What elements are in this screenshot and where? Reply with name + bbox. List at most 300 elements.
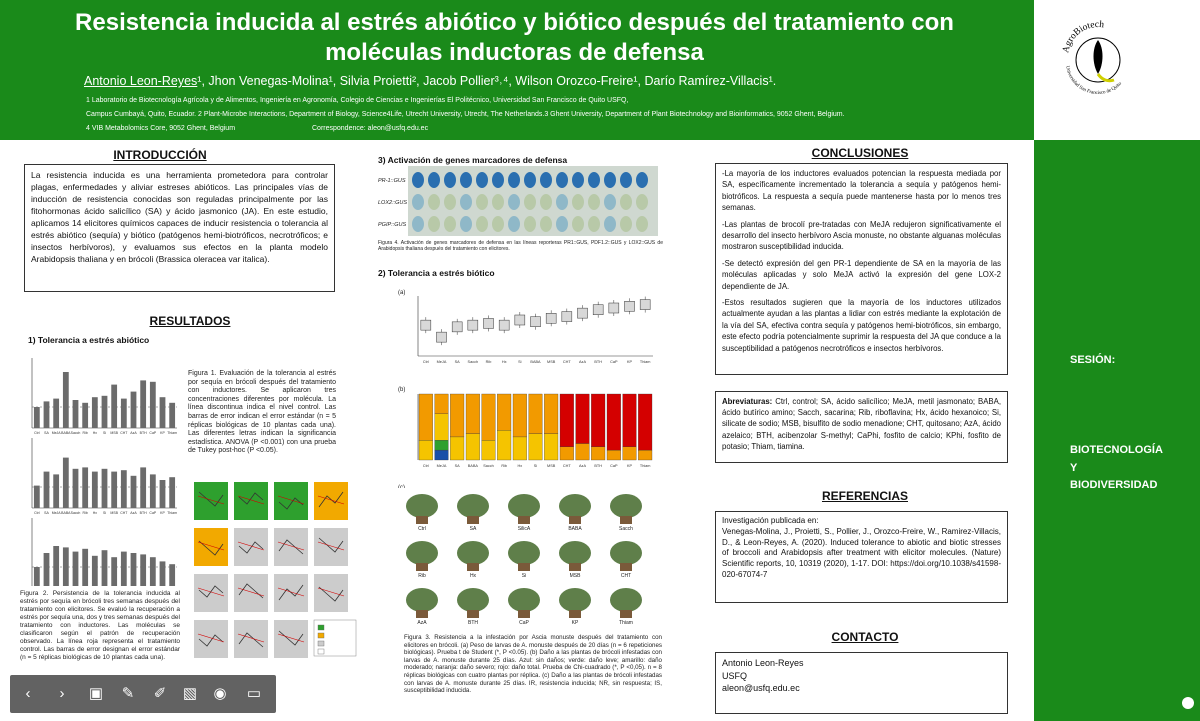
- fig2-legend-swatch: [318, 641, 324, 646]
- fig1-bar: [63, 458, 69, 508]
- gus-leaf: [620, 216, 632, 232]
- gus-leaf: [604, 194, 616, 210]
- gus-leaf: [524, 216, 536, 232]
- logo-text-bottom: Universidad San Francisco de Quito: [1064, 65, 1124, 97]
- fig1-tick-label: AzA: [130, 431, 137, 435]
- box-tick-label: Ctrl: [422, 360, 429, 364]
- stack-tick-label: Sacch: [483, 464, 494, 468]
- plant-pot: [620, 516, 632, 524]
- fig1-tick-label: MSB: [110, 431, 118, 435]
- plant-label: BTH: [468, 620, 478, 626]
- fig1-tick-label: Si: [102, 511, 107, 515]
- conclusions-title: CONCLUSIONES: [811, 146, 909, 160]
- first-author[interactable]: Antonio Leon-Reyes: [84, 74, 198, 88]
- plant-foliage: [457, 494, 489, 518]
- results-sub1: 1) Tolerancia a estrés abiótico: [28, 335, 150, 345]
- fig1-tick-label: Thiam: [167, 511, 178, 515]
- gus-leaf: [492, 172, 504, 188]
- reference-intro: Investigación publicada en:: [722, 516, 819, 525]
- gus-leaf: [604, 216, 616, 232]
- fig1-bar: [73, 400, 79, 428]
- fig1-bar: [63, 372, 69, 428]
- fig2-legend-swatch: [318, 649, 324, 654]
- gus-leaf: [508, 216, 520, 232]
- fig1-tick-label: Rib: [82, 511, 88, 515]
- fig-gus-caption: Figura 4. Activación de genes marcadores de defensa en las líneas reporteras PR1::GUS, PDF1.2::GUS y LOX2::GUS de Arabidopsis thaliana después del tratamiento con elicitores.: [378, 240, 663, 252]
- stack-segment: [450, 437, 464, 460]
- fig1-bar: [169, 564, 175, 586]
- plant-label: CHT: [620, 573, 632, 579]
- box-tick-label: CaP: [610, 360, 618, 364]
- stack-tick-label: Hx: [517, 464, 523, 468]
- fig1-bar: [150, 474, 156, 508]
- stack-tick-label: Ctrl: [422, 464, 429, 468]
- box-body: [437, 332, 447, 342]
- fig1-bar: [34, 486, 40, 508]
- presentation-toolbar: [10, 675, 276, 713]
- plant-pot: [416, 610, 428, 618]
- plant-label: SilicA: [517, 526, 531, 532]
- plant-foliage: [508, 494, 540, 518]
- stack-tick-label: MeJA: [436, 464, 447, 468]
- stack-segment: [607, 394, 621, 450]
- stack-segment: [576, 394, 590, 444]
- stack-segment: [591, 394, 605, 447]
- fig3-caption: Figura 3. Resistencia a la infestación por Ascia monuste después del tratamiento con elicitores en brócoli. (a) Peso de larvas de A. monuste después de 20 días (n = 6 repeticiones biológicas). Prueba t de Student (*, P <0.05). (b) Daño a las plantas de brócoli infestadas con larvas de A. monuste durante 25 días. Azul: sin daños; verde: daño leve; amarillo: daño moderado; naranja: daño severo; rojo: daño total. Prueba de Chi-cuadrado (*, P <0,05). n = 8 réplicas biológicas con cuatro plantas por réplica. (c) Daño a las plantas de brócoli infestadas con larvas de A. monuste durante 25 días. IR, resistencia inducida; NR, sin respuesta; IS, susceptibilidad inducida.: [404, 634, 662, 695]
- highlighter-icon[interactable]: ✐: [153, 685, 167, 702]
- plant-foliage: [508, 541, 540, 565]
- box-tick-label: Si: [518, 360, 522, 364]
- fig2-tile-grid: [190, 478, 360, 668]
- gus-leaf: [444, 172, 456, 188]
- fig1-bar: [131, 392, 137, 428]
- gus-leaf: [508, 172, 520, 188]
- fig2-tile: [194, 482, 228, 520]
- box-body: [546, 313, 556, 323]
- fig1-tick-label: BABA: [61, 431, 71, 435]
- plant-label: BABA: [568, 526, 582, 532]
- fig1-bar: [82, 549, 88, 586]
- gus-leaf: [444, 194, 456, 210]
- stack-segment: [497, 430, 511, 460]
- gus-leaf: [524, 172, 536, 188]
- conclusion-3: -Se detectó expresión del gen PR-1 dependiente de SA en la mayoría de las moléculas aplicadas y solo MeJA activó la expresión del gene LOX-2 dependiente de JA.: [722, 258, 1001, 291]
- contact-email[interactable]: aleon@usfq.edu.ec: [722, 683, 800, 693]
- plant-foliage: [610, 494, 642, 518]
- fig2-tile: [314, 482, 348, 520]
- fig1-tick-label: Ctrl: [34, 511, 40, 515]
- stack-segment: [560, 447, 574, 460]
- gus-leaf-panel: [378, 166, 663, 238]
- plant-pot: [620, 610, 632, 618]
- fig1-tick-label: Si: [102, 431, 107, 435]
- plant-foliage: [406, 494, 438, 518]
- plant-pot: [467, 563, 479, 571]
- present-icon[interactable]: ▭: [246, 685, 262, 702]
- stack-segment: [513, 394, 527, 437]
- intro-title: INTRODUCCIÓN: [113, 148, 207, 162]
- stack-segment: [638, 394, 652, 450]
- gus-leaf: [620, 172, 632, 188]
- box-tick-label: Sacch: [467, 360, 479, 364]
- stack-segment: [529, 434, 543, 460]
- other-authors: ¹, Jhon Venegas-Molina¹, Silvia Proietti², Jacob Pollier³˒⁴, Wilson Orozco-Freire¹, Darío Ramírez-Villacis¹.: [197, 74, 777, 88]
- box-tick-label: Rib: [485, 360, 492, 364]
- box-body: [421, 320, 431, 330]
- plant-pot: [620, 563, 632, 571]
- fig1-bar: [121, 399, 127, 428]
- stack-segment: [435, 450, 449, 460]
- contact-org: USFQ: [722, 670, 748, 681]
- stack-segment: [529, 394, 543, 434]
- contact-box: [715, 652, 1008, 714]
- whiteboard-icon[interactable]: ▧: [182, 685, 198, 702]
- fig1-bar: [121, 470, 127, 508]
- plant-foliage: [610, 541, 642, 565]
- fig1-tick-label: CaP: [149, 511, 157, 515]
- plant-foliage: [406, 541, 438, 565]
- fig1-tick-label: SA: [44, 511, 49, 515]
- gus-leaf: [556, 194, 568, 210]
- box-tick-label: Hx: [501, 360, 507, 364]
- plant-label: Ctrl: [418, 526, 426, 532]
- fig1-tick-label: CHT: [120, 511, 128, 515]
- fig1-bar: [111, 385, 117, 428]
- box-tick-label: BTH: [594, 360, 602, 364]
- fig2-tile: [194, 528, 228, 566]
- fig1-tick-label: Hx: [92, 511, 97, 515]
- box-body: [499, 320, 509, 330]
- gus-leaf: [428, 172, 440, 188]
- session-sidebar: [1034, 140, 1200, 721]
- stack-tick-label: Thiam: [639, 464, 651, 468]
- plant-foliage: [406, 588, 438, 612]
- broadcast-icon[interactable]: ◉: [213, 685, 227, 702]
- fig2-legend-swatch: [318, 633, 324, 638]
- gus-leaf: [540, 216, 552, 232]
- plant-label: SA: [469, 526, 477, 532]
- fig1-bar: [102, 396, 108, 428]
- fig1-bar: [131, 476, 137, 508]
- plant-label: Rib: [418, 573, 426, 579]
- box-body: [578, 308, 588, 318]
- fig2-tile: [274, 482, 308, 520]
- fig1-tick-label: Hx: [92, 431, 97, 435]
- next-icon[interactable]: ›: [59, 685, 65, 702]
- box-tick-label: CHT: [562, 360, 571, 364]
- box-body: [593, 305, 603, 315]
- title-line-2: moléculas inductoras de defensa: [325, 39, 704, 66]
- gus-gene-label: PR-1::GUS: [378, 178, 406, 184]
- gus-leaf: [540, 194, 552, 210]
- fig1-tick-label: Thiam: [167, 431, 178, 435]
- plant-pot: [416, 516, 428, 524]
- gus-leaf: [428, 194, 440, 210]
- fig1-bar: [63, 547, 69, 586]
- stack-segment: [576, 444, 590, 461]
- fig1-tick-label: MeJA: [51, 431, 61, 435]
- fig1-tick-label: MeJA: [51, 511, 61, 515]
- box-body: [640, 300, 650, 310]
- fig1-tick-label: BTH: [139, 431, 147, 435]
- stack-segment: [497, 394, 511, 430]
- stack-tick-label: Rib: [501, 464, 508, 468]
- affiliation-2: Campus Cumbayá, Quito, Ecuador. 2 Plant-Microbe Interactions, Department of Biology, Science4Life, Utrecht University, Utrecht, The Netherlands.3 Ghent University, Department of Plant Biotechnology and Bioinformatics, 9052 Ghent, Belgium.: [86, 111, 845, 118]
- gus-leaf: [620, 194, 632, 210]
- fig1-tick-label: Ctrl: [34, 431, 40, 435]
- gus-leaf: [636, 194, 648, 210]
- fig1-bar: [82, 467, 88, 508]
- gus-leaf: [412, 194, 424, 210]
- box-body: [484, 318, 494, 328]
- correspondence: Correspondence: aleon@usfq.edu.ec: [312, 125, 429, 132]
- plant-foliage: [457, 588, 489, 612]
- box-body: [625, 301, 635, 311]
- damage-stacked-bars: [378, 390, 663, 476]
- stack-segment: [607, 450, 621, 460]
- gus-leaf: [492, 216, 504, 232]
- gus-leaf: [412, 172, 424, 188]
- fig1-bar: [34, 407, 40, 428]
- gus-leaf: [460, 216, 472, 232]
- fig1-tick-label: Sacch: [70, 431, 81, 435]
- fig1-bar: [53, 399, 59, 428]
- gus-leaf: [572, 216, 584, 232]
- header-banner: [0, 0, 1034, 140]
- conclusion-1: -La mayoría de los inductores evaluados potencian la respuesta mediada por SA, específicamente incrementado la tolerancia a sequía y patógenos hemi-biotróficos. La respuesta a sequía puede mantenerse hasta por lo menos tres semanas.: [722, 169, 1001, 213]
- plant-label: CaP: [519, 620, 529, 626]
- box-body: [609, 303, 619, 313]
- fig1-bar: [160, 397, 166, 428]
- gus-gene-label: LOX2::GUS: [378, 200, 408, 206]
- fig1-tick-label: Sacch: [70, 511, 81, 515]
- stack-segment: [623, 447, 637, 460]
- plant-foliage: [559, 541, 591, 565]
- conclusions-box: [715, 163, 1008, 375]
- intro-text: La resistencia inducida es una herramienta prometedora para controlar plagas, enfermedades y aliviar estreses abióticos. Las principales vías de inducción de resistencia conocidas son reguladas principalmente por las fitohormonas ácido salicílico (SA) y ácido jasmonico (JA). En este estudio, aplicamos 14 elicitores químicos capaces de inducir resistencia o tolerancia al estrés abiótico (sequía) y biótico (patógenos hemi-biotróficos, necrotróficos; e insectos herbívoros), y evaluamos sus efectos en la planta modelo Arabidopsis thaliana y en brócoli (Brassica oleracea var italica).: [31, 170, 328, 264]
- logo-text-top: AgroBiotech: [1061, 19, 1105, 54]
- fig1-bar: [92, 397, 98, 428]
- abbreviations-text: Ctrl, control; SA, ácido salicílico; MeJA, metil jasmonato; BABA, ácido butírico amino; Sacch, sacarina; Rib, riboflavina; Hx, ácido hexanoico; Si, silicate de sodio; MSB, bisulfito de sodio menadione; CHT, quitosano; AzA, ácido azelaico; BTH, acibenzolar S-methyl; CaPhi, fosfito de calcio; KPhi, fosfito de potasio; Thiam, tiamina.: [722, 397, 1001, 451]
- fig1-bar: [169, 477, 175, 508]
- fig1-bar: [92, 556, 98, 586]
- box-body: [515, 315, 525, 325]
- stack-segment: [591, 447, 605, 460]
- gus-leaf: [604, 172, 616, 188]
- stack-segment: [623, 394, 637, 447]
- stack-tick-label: KP: [626, 464, 633, 468]
- box-tick-label: MSB: [547, 360, 556, 364]
- fig2-legend-swatch: [318, 625, 324, 630]
- plant-pot: [569, 610, 581, 618]
- fig1-bar: [53, 546, 59, 586]
- fig1-tick-label: BTH: [139, 511, 147, 515]
- pen-icon[interactable]: ✎: [121, 685, 135, 702]
- plant-label: MSB: [569, 573, 581, 579]
- poster-title: [22, 8, 1007, 68]
- gus-leaf: [444, 216, 456, 232]
- plant-label: Sacch: [619, 526, 633, 532]
- reference-citation: Venegas-Molina, J., Proietti, S., Pollier, J., Orozco-Freire, W., Ramirez-Villacis, D., & Leon-Reyes, A. (2020). Induced tolerance to abiotic and biotic stresses of broccoli and Arabidopsis after treatment with elicitor molecules. (Nature) Scientific reports, 10, 10319 (2020), 1-17. DOI: https://doi.org/10.1038/s41598-020-67074-7: [722, 526, 1001, 579]
- gus-leaf: [636, 172, 648, 188]
- results-sub3: 3) Activación de genes marcadores de defensa: [378, 155, 568, 165]
- fig1-caption: Figura 1. Evaluación de la tolerancia al estrés por sequía en brócoli después del tratamiento con inductores. Se aplicaron tres concentraciones diferentes por molécula. La línea discontinua indica el nivel control. Las barras de error indican el error estándar (n = 5 réplicas biológicas de 10 plantas cada una). Las diferentes letras indican la significancia estadística. ANOVA (P <0.001) con una prueba de Tukey post-hoc (P <0.05).: [188, 370, 336, 455]
- plant-label: KP: [571, 620, 579, 626]
- fig1-bar: [73, 552, 79, 586]
- fig1-tick-label: SA: [44, 431, 49, 435]
- fig1-tick-label: Rib: [82, 431, 88, 435]
- abbreviations-label: Abreviaturas:: [722, 397, 773, 406]
- plant-label: AzA: [417, 620, 427, 626]
- plant-pot: [416, 563, 428, 571]
- plant-label: Hx: [469, 573, 477, 579]
- affiliation-1: 1 Laboratorio de Biotecnología Agrícola y de Alimentos, Ingeniería en Agronomía, Colegio de Ciencias e Ingenierías El Politécnico, Universidad San Francisco de Quito USFQ,: [86, 97, 629, 104]
- fig1-bar: [44, 401, 50, 428]
- stack-segment: [466, 394, 480, 434]
- stack-tick-label: MSB: [547, 464, 556, 468]
- fig1-tick-label: CHT: [120, 431, 128, 435]
- authors: [84, 74, 776, 88]
- plant-pot: [518, 610, 530, 618]
- plant-foliage: [559, 494, 591, 518]
- fig1-bar: [131, 553, 137, 586]
- gus-leaf: [572, 194, 584, 210]
- gus-leaf: [460, 194, 472, 210]
- box-body: [452, 322, 462, 332]
- leaf-icon: [1094, 40, 1103, 74]
- pages-icon[interactable]: ▣: [88, 685, 104, 702]
- session-value-1: BIOTECNOLOGÍA: [1070, 444, 1163, 456]
- stack-segment: [544, 394, 558, 434]
- box-body: [468, 320, 478, 330]
- box-tick-label: Thiam: [639, 360, 651, 364]
- stack-tick-label: AzA: [579, 464, 586, 468]
- stack-segment: [560, 394, 574, 447]
- fig2-tile: [234, 482, 268, 520]
- fig1-bar-charts: [20, 348, 185, 586]
- stack-tick-label: Si: [533, 464, 538, 468]
- results-title: RESULTADOS: [149, 314, 231, 328]
- fig1-tick-label: CaP: [149, 431, 157, 435]
- fig1-bar: [160, 561, 166, 586]
- gus-leaf: [508, 194, 520, 210]
- fig1-bar: [150, 557, 156, 586]
- session-value-2: Y: [1070, 462, 1078, 474]
- fig1-bar: [140, 380, 146, 428]
- plant-foliage: [559, 588, 591, 612]
- fig1-bar: [82, 403, 88, 428]
- conclusion-4: -Estos resultados sugieren que la mayoría de los inductores utilizados actualmente ayudan a las plantas a lidiar con estrés mediante la explotación de la vía del SA, efectiva contra sequía y patógenos hemi-biotróficos, sin embargo, este efecto podría potencialmente suprimir la respuesta del JA que conduce a la susceptibilidad a patógenos necrotróficos e insectos herbívoros.: [722, 298, 1001, 353]
- fig1-bar: [44, 553, 50, 586]
- fig1-bar: [160, 480, 166, 508]
- gus-leaf: [588, 194, 600, 210]
- fig2-tile: [274, 528, 308, 566]
- gus-leaf: [556, 216, 568, 232]
- fig2-caption: Figura 2. Persistencia de la tolerancia inducida al estrés por sequía en brócoli tres semanas después del tratamiento con elicitores. Se evaluó la recuperación a estrés por sequía una, dos y tres semanas después del tratamiento con inductores. Las moléculas se clasificaron según el patrón de recuperación observado. La línea roja representa el tratamiento control. Las barras de error designan el error estándar (n = 5 réplicas biológicas de 10 plantas cada una).: [20, 590, 180, 661]
- prev-icon[interactable]: ‹: [25, 685, 31, 702]
- stack-segment: [466, 434, 480, 460]
- stack-segment: [435, 440, 449, 450]
- stack-segment: [435, 414, 449, 440]
- fig2-tile: [314, 574, 348, 612]
- fig1-bar: [102, 550, 108, 586]
- fig1-tick-label: KP: [160, 511, 165, 515]
- box-body: [531, 317, 541, 327]
- gus-gene-label: PGIP::GUS: [378, 222, 407, 228]
- contact-title: CONTACTO: [831, 630, 899, 644]
- fig1-bar: [121, 552, 127, 586]
- plant-label: Si: [521, 573, 527, 579]
- fig1-bar: [111, 472, 117, 508]
- fig1-bar: [140, 554, 146, 586]
- stack-segment: [435, 394, 449, 414]
- stack-tick-label: CHT: [562, 464, 571, 468]
- fig2-tile: [234, 574, 268, 612]
- fig1-bar: [34, 567, 40, 586]
- plant-pot: [467, 516, 479, 524]
- gus-leaf: [540, 172, 552, 188]
- gus-leaf: [460, 172, 472, 188]
- gus-leaf: [556, 172, 568, 188]
- references-title: REFERENCIAS: [821, 489, 908, 503]
- stack-tick-label: BTH: [594, 464, 602, 468]
- intro-box: [24, 164, 335, 292]
- gus-leaf: [476, 216, 488, 232]
- plant-label: Thiam: [619, 620, 633, 626]
- conclusion-2: -Las plantas de brocolí pre-tratadas con MeJA redujeron significativamente el desarrollo del insecto herbívoro Ascia monuste, no obstante alguanas moléculas mostraron susceptibilidad inducida.: [722, 219, 1001, 252]
- gus-leaf: [492, 194, 504, 210]
- fig1-bar: [102, 469, 108, 508]
- stack-segment: [482, 440, 496, 460]
- gus-leaf: [524, 194, 536, 210]
- plant-pot: [518, 516, 530, 524]
- fig1-bar: [150, 382, 156, 428]
- fig2-tile: [234, 620, 268, 658]
- session-value-3: BIODIVERSIDAD: [1070, 479, 1158, 491]
- stack-tick-label: BABA: [467, 464, 478, 468]
- panel-a-label: (a): [398, 290, 406, 296]
- affiliation-3: 4 VIB Metabolomics Core, 9052 Ghent, Belgium: [86, 125, 236, 132]
- box-body: [562, 312, 572, 322]
- stack-segment: [544, 434, 558, 460]
- fig1-bar: [111, 557, 117, 586]
- stack-segment: [513, 437, 527, 460]
- box-tick-label: AzA: [579, 360, 586, 364]
- gus-leaf: [588, 216, 600, 232]
- gus-leaf: [476, 172, 488, 188]
- stack-segment: [638, 450, 652, 460]
- gus-leaf: [428, 216, 440, 232]
- title-line-1: Resistencia inducida al estrés abiótico y biótico después del tratamiento con: [75, 9, 954, 36]
- stack-segment: [482, 394, 496, 440]
- plant-foliage: [457, 541, 489, 565]
- larvae-weight-boxplot: [378, 292, 663, 380]
- box-tick-label: MeJA: [436, 360, 447, 364]
- abbreviations-box: [715, 391, 1008, 463]
- stack-segment: [450, 394, 464, 437]
- stack-segment: [419, 394, 433, 440]
- session-label: SESIÓN:: [1070, 354, 1116, 366]
- fig1-tick-label: KP: [160, 431, 165, 435]
- stack-segment: [419, 440, 433, 460]
- plant-pot: [467, 610, 479, 618]
- fig1-bar: [44, 472, 50, 508]
- indicator-dot[interactable]: [1182, 697, 1194, 709]
- fig1-tick-label: AzA: [130, 511, 137, 515]
- fig1-tick-label: MSB: [110, 511, 118, 515]
- agrobiotech-logo: [1058, 2, 1138, 112]
- gus-leaf: [636, 216, 648, 232]
